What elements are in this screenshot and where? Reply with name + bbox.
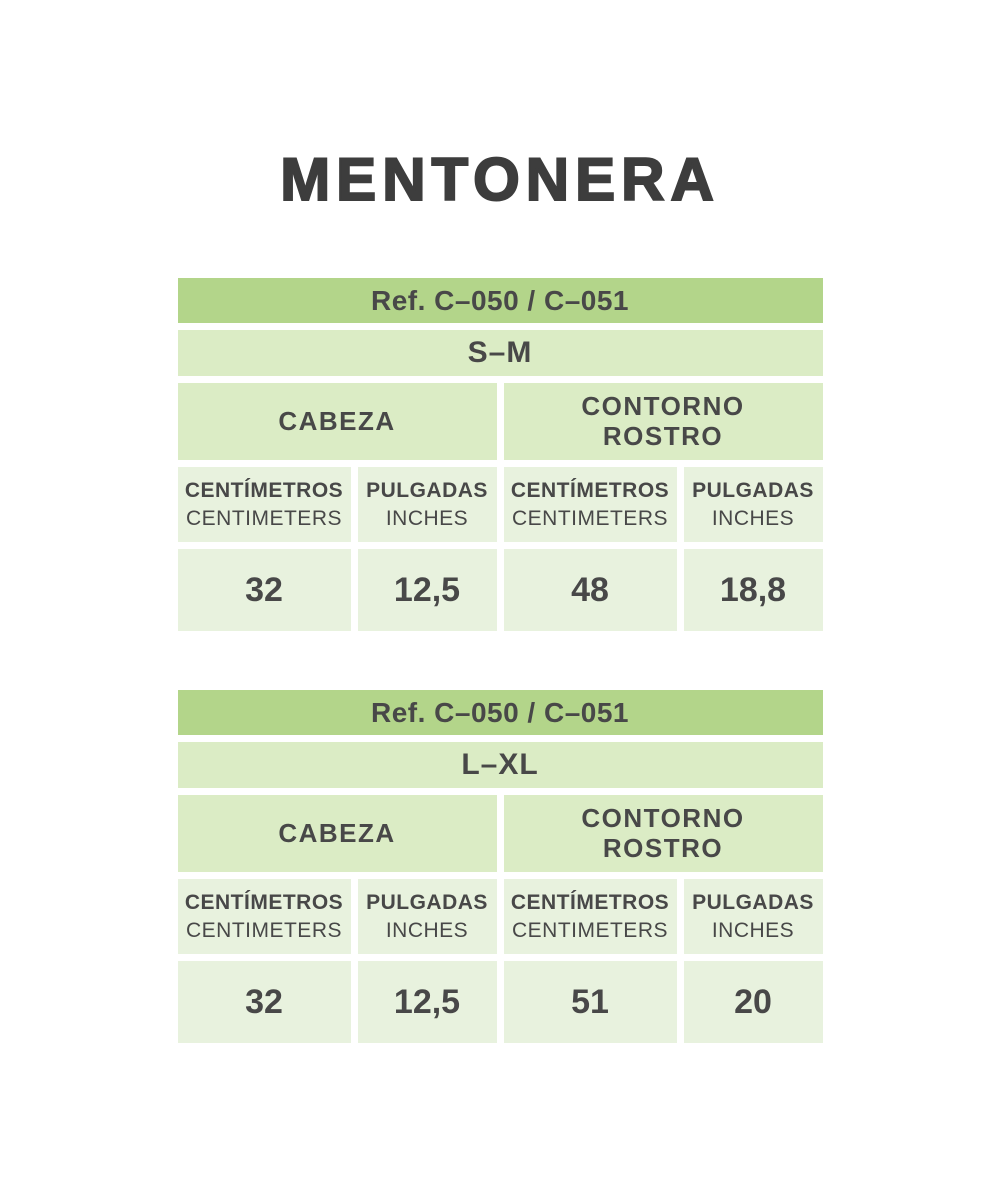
unit-label-en: INCHES (711, 506, 795, 530)
group-header-line: ROSTRO (602, 832, 724, 863)
size-header (178, 742, 823, 788)
size-header (178, 330, 823, 376)
unit-header-rostro-in (684, 879, 823, 954)
group-header-line: ROSTRO (602, 420, 724, 451)
unit-label-es: CENTÍMETROS (184, 479, 344, 503)
group-header-line: CABEZA (278, 405, 396, 436)
value-rostro-in: 20 (684, 961, 823, 1043)
unit-label-es: CENTÍMETROS (510, 479, 670, 503)
size-table-sm (178, 278, 823, 631)
value-rostro-in: 18,8 (684, 549, 823, 631)
page-title: MENTONERA (280, 146, 720, 213)
value-row (178, 549, 823, 631)
unit-label-es: CENTÍMETROS (510, 891, 670, 915)
size-table-lxl (178, 690, 823, 1043)
unit-header-cabeza-in (358, 879, 497, 954)
group-header-contorno-rostro (504, 795, 823, 872)
unit-header-cabeza-in (358, 467, 497, 542)
ref-header (178, 278, 823, 323)
group-header-cabeza (178, 383, 497, 460)
unit-label-en: CENTIMETERS (511, 506, 668, 530)
unit-label-en: CENTIMETERS (511, 918, 668, 942)
ref-header-label: Ref. C–050 / C–051 (370, 696, 630, 728)
unit-label-es: CENTÍMETROS (184, 891, 344, 915)
unit-label-es: PULGADAS (692, 891, 814, 915)
unit-header-cabeza-cm (178, 467, 351, 542)
group-header-line: CABEZA (278, 817, 396, 848)
group-header-row (178, 795, 823, 872)
unit-header-row (178, 467, 823, 542)
unit-label-en: INCHES (385, 918, 469, 942)
value-rostro-cm: 51 (504, 961, 677, 1043)
unit-label-en: CENTIMETERS (185, 918, 342, 942)
value-row (178, 961, 823, 1043)
unit-label-en: CENTIMETERS (185, 506, 342, 530)
unit-header-rostro-in (684, 467, 823, 542)
unit-header-rostro-cm (504, 879, 677, 954)
unit-header-row (178, 879, 823, 954)
unit-header-cabeza-cm (178, 879, 351, 954)
size-header-label: L–XL (461, 748, 539, 781)
value-cabeza-in: 12,5 (358, 549, 497, 631)
group-header-contorno-rostro (504, 383, 823, 460)
group-header-line: CONTORNO (581, 390, 745, 421)
unit-label-en: INCHES (711, 918, 795, 942)
unit-header-rostro-cm (504, 467, 677, 542)
ref-header (178, 690, 823, 735)
group-header-cabeza (178, 795, 497, 872)
unit-label-es: PULGADAS (366, 891, 488, 915)
value-rostro-cm: 48 (504, 549, 677, 631)
value-cabeza-cm: 32 (178, 549, 351, 631)
group-header-row (178, 383, 823, 460)
unit-label-en: INCHES (385, 506, 469, 530)
value-cabeza-in: 12,5 (358, 961, 497, 1043)
unit-label-es: PULGADAS (692, 479, 814, 503)
size-header-label: S–M (467, 336, 533, 369)
ref-header-label: Ref. C–050 / C–051 (370, 284, 630, 316)
unit-label-es: PULGADAS (366, 479, 488, 503)
value-cabeza-cm: 32 (178, 961, 351, 1043)
group-header-line: CONTORNO (581, 802, 745, 833)
